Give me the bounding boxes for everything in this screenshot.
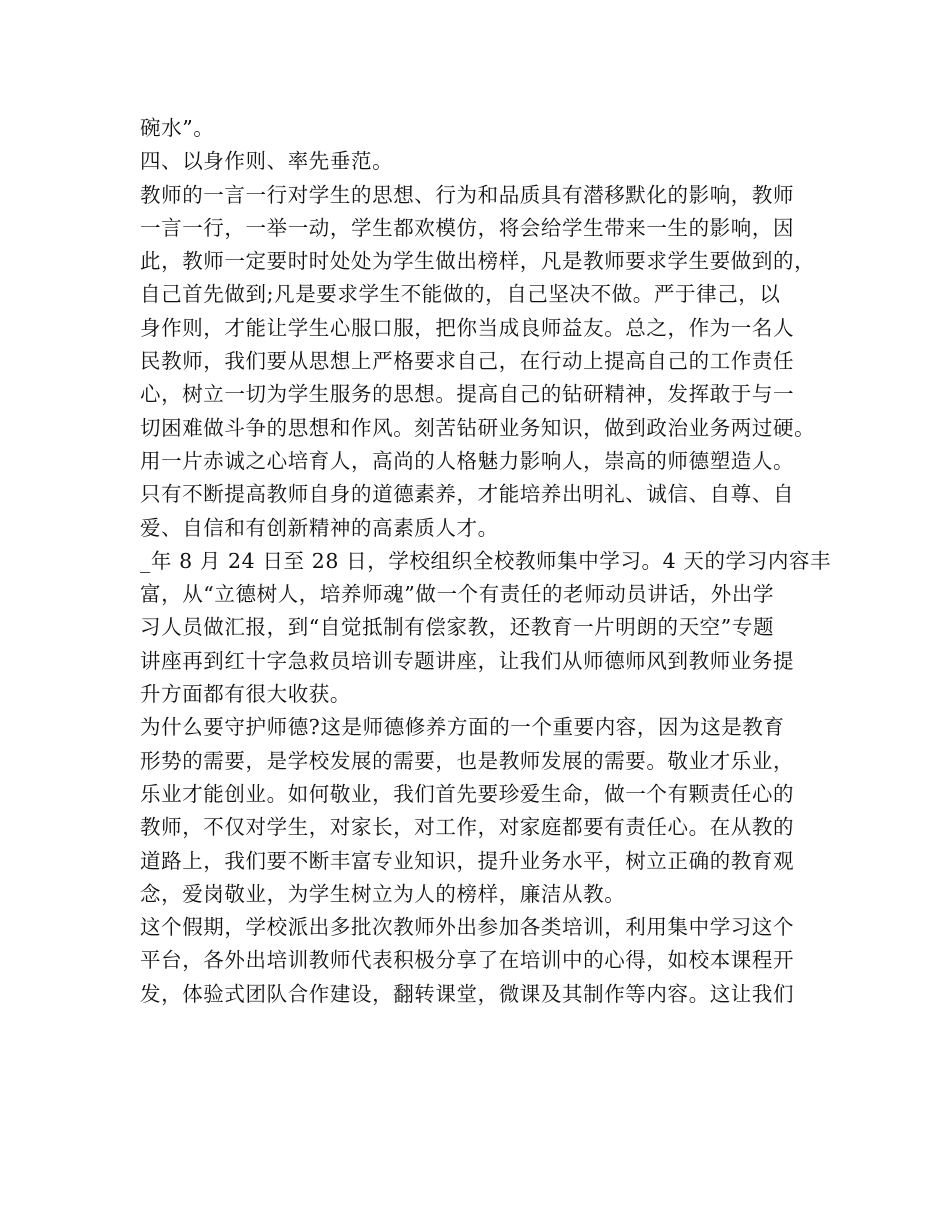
text-line: _年 8 月 24 日至 28 日，学校组织全校教师集中学习。4 天的学习内容丰 (140, 548, 832, 573)
text-line: 为什么要守护师德?这是师德修养方面的一个重要内容，因为这是教育 (140, 715, 785, 740)
text-line: 念，爱岗敬业，为学生树立为人的榜样，廉洁从教。 (140, 881, 626, 906)
text-line: 教师，不仅对学生，对家长，对工作，对家庭都要有责任心。在从教的 (140, 815, 795, 840)
text-line: 身作则，才能让学生心服口服，把你当成良师益友。总之，作为一名人 (140, 315, 795, 340)
text-line: 习人员做汇报，到“自觉抵制有偿家教，还教育一片明朗的天空”专题 (140, 615, 775, 640)
text-line: 这个假期，学校派出多批次教师外出参加各类培训，利用集中学习这个 (140, 915, 795, 940)
text-line: 教师的一言一行对学生的思想、行为和品质具有潜移默化的影响，教师 (140, 182, 795, 207)
text-line: 自己首先做到;凡是要求学生不能做的，自己坚决不做。严于律己，以 (140, 282, 781, 307)
text-line: 乐业才能创业。如何敬业，我们首先要珍爱生命，做一个有颗责任心的 (140, 781, 795, 806)
text-line: 富，从“立德树人，培养师魂”做一个有责任的老师动员讲话，外出学 (140, 582, 775, 607)
text-line: 只有不断提高教师自身的道德素养，才能培养出明礼、诚信、自尊、自 (140, 482, 795, 507)
text-line: 心，树立一切为学生服务的思想。提高自己的钻研精神，发挥敢于与一 (140, 382, 795, 407)
text-line: 切困难做斗争的思想和作风。刻苦钻研业务知识，做到政治业务两过硬。 (140, 415, 816, 440)
text-line: 碗水”。 (140, 116, 215, 140)
text-line: 形势的需要，是学校发展的需要，也是教师发展的需要。敬业才乐业， (140, 748, 795, 773)
text-line: 爱、自信和有创新精神的高素质人才。 (140, 515, 499, 540)
document-body (140, 112, 830, 1011)
text-line: 发，体验式团队合作建设，翻转课堂，微课及其制作等内容。这让我们 (140, 981, 795, 1006)
text-line: 升方面都有很大收获。 (140, 682, 351, 707)
text-line: 民教师，我们要从思想上严格要求自己，在行动上提高自己的工作责任 (140, 349, 795, 374)
text-line: 道路上，我们要不断丰富专业知识，提升业务水平，树立正确的教育观 (140, 848, 795, 873)
text-line: 用一片赤诚之心培育人，高尚的人格魅力影响人，崇高的师德塑造人。 (140, 448, 795, 473)
text-line: 讲座再到红十字急救员培训专题讲座，让我们从师德师风到教师业务提 (140, 648, 795, 673)
text-line: 一言一行，一举一动，学生都欢模仿，将会给学生带来一生的影响，因 (140, 215, 795, 240)
text-line: 平台，各外出培训教师代表积极分享了在培训中的心得，如校本课程开 (140, 948, 795, 973)
section-heading: 四、以身作则、率先垂范。 (140, 149, 394, 174)
text-line: 此，教师一定要时时处处为学生做出榜样，凡是教师要求学生要做到的， (140, 249, 816, 274)
